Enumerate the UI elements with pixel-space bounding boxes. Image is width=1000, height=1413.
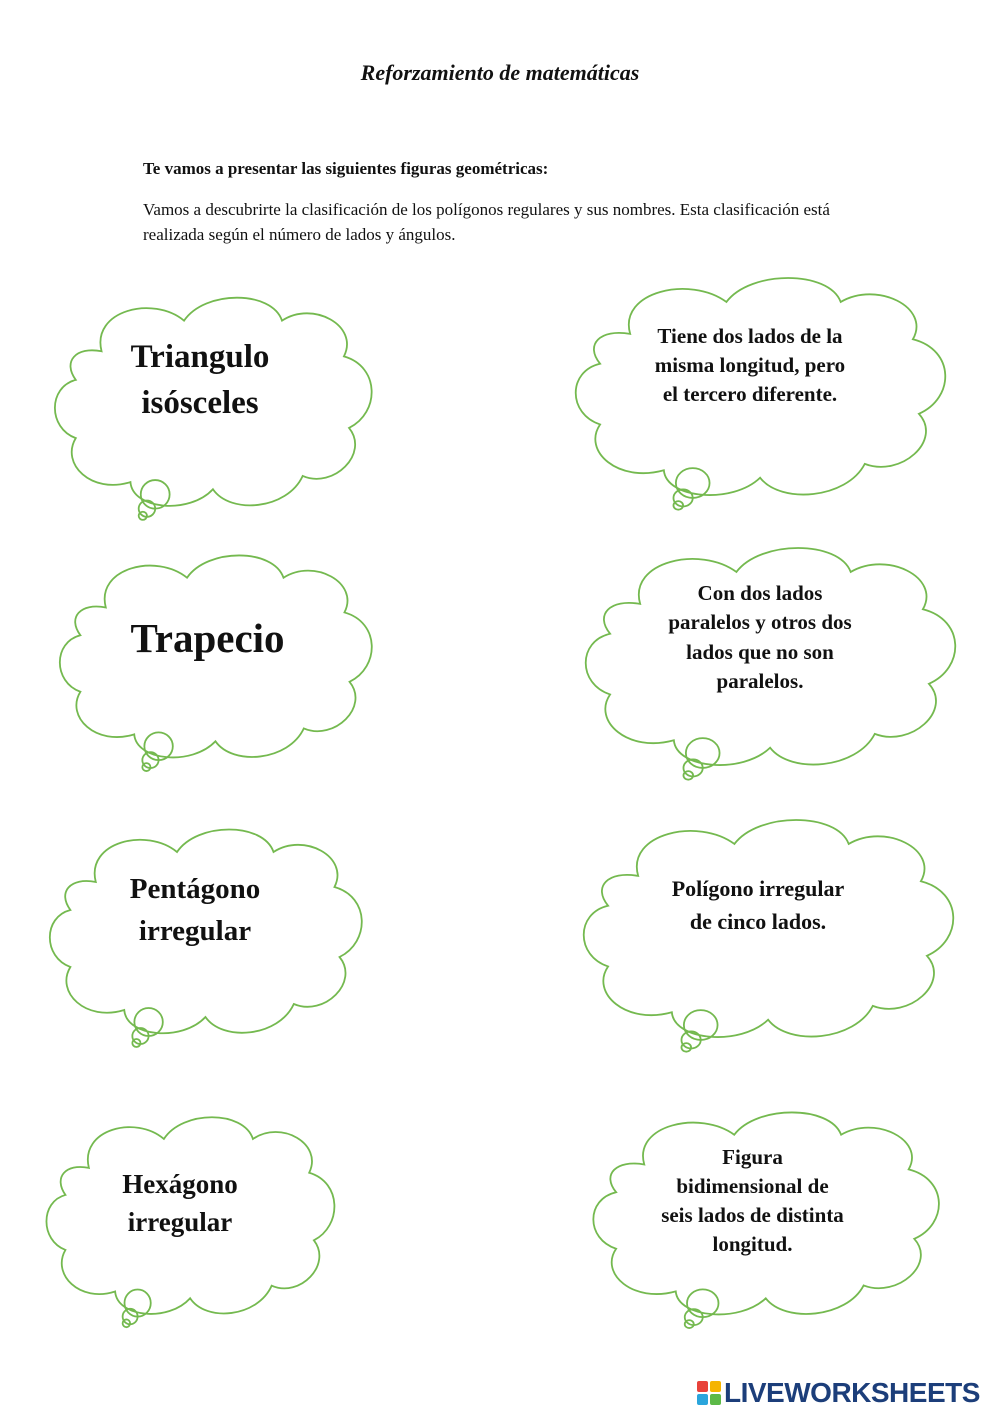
cloud-desc-pentagono: Polígono irregular de cinco lados. xyxy=(671,876,845,934)
cloud-desc-trapecio: Con dos lados paralelos y otros dos lados que no son paralelos. xyxy=(668,580,852,693)
liveworksheets-logo-text: LIVEWORKSHEETS xyxy=(724,1377,980,1408)
cloud-name-hexagono: Hexágono irregular xyxy=(122,1168,238,1237)
liveworksheets-logo-icon xyxy=(697,1381,721,1405)
cloud-name-triangulo: Triangulo isósceles xyxy=(130,339,270,421)
cloud-name-trapecio: Trapecio xyxy=(130,614,285,661)
liveworksheets-logo xyxy=(697,1378,980,1408)
intro-heading: Te vamos a presentar las siguientes figuras geométricas: xyxy=(143,159,549,178)
cloud-name-pentagono: Pentágono irregular xyxy=(129,873,261,947)
cloud-desc-triangulo: Tiene dos lados de la misma longitud, pero el tercero diferente. xyxy=(654,323,846,406)
cloud-desc-hexagono: Figura bidimensional de seis lados de distinta longitud. xyxy=(661,1144,844,1256)
document-title: Reforzamiento de matemáticas xyxy=(360,60,640,85)
intro-paragraph: Vamos a descubrirte la clasificación de los polígonos regulares y sus nombres. Esta clasificación está realizada según el número de lados y ángulos. xyxy=(143,200,830,244)
